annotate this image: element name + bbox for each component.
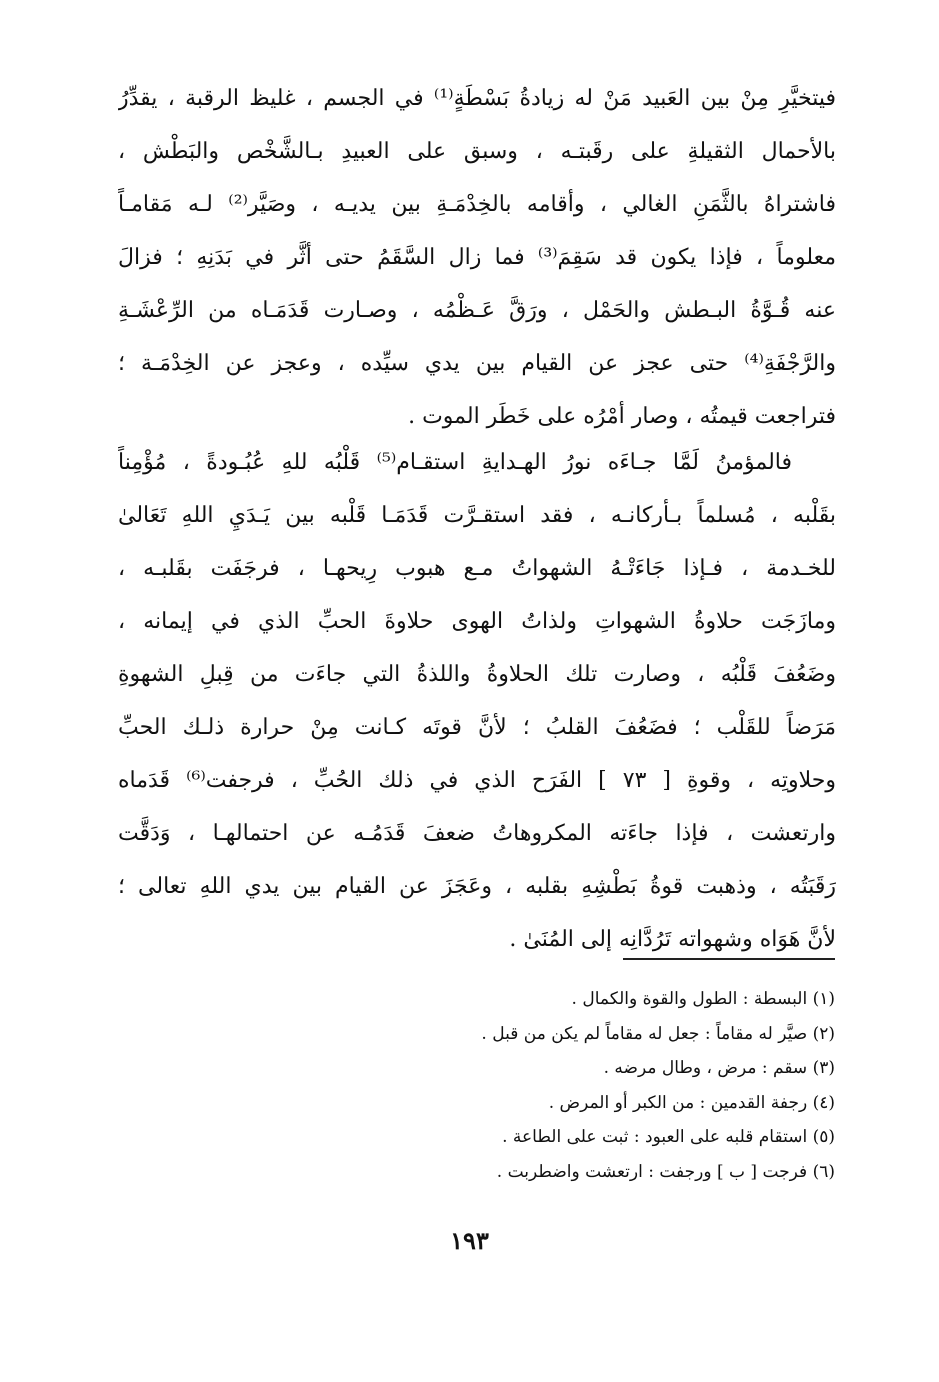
paragraph-line: فاشتراهُ بالثَّمَنِ الغالي ، وأقامه بالخِدْمَـةِ بين يديـه ، وصَيَّر⁽²⁾ لـه مَقامـاً [118, 192, 836, 217]
paragraph-line: وارتعشت ، فإذا جاءَته المكروهاتُ ضعفَ قَدَمُـه عن احتمالهـا ، وَدَقَّت [118, 821, 836, 846]
paragraph-line: معلوماً ، فإذا يكون قد سَقِمَ⁽³⁾ فما زال السَّقَمُ حتى أثَّر في بَدَنِهِ ؛ فزالَ [118, 245, 836, 270]
footnote-4: (٤) رجفة القدمين : من الكبر أو المرض . [548, 1092, 835, 1113]
footnote-6: (٦) فرجت [ ب ] ورجفت : ارتعشت واضطربت . [496, 1161, 835, 1182]
paragraph-line: والرَّجْفَةِ⁽⁴⁾ حتى عجز عن القيام بين يدي سيِّده ، وعجز عن الخِدْمَـة ؛ [118, 351, 836, 376]
paragraph-line: عنه قُـوَّةُ البـطش والحَمْل ، ورَقَّ عَـظْمُه ، وصـارت قَدَمَـاه من الرِّعْشَـةِ [118, 298, 836, 323]
paragraph-line: مَرَضاً للقَلْب ؛ فضَعُفَ القلبُ ؛ لأنَّ قوتَه كـانت مِنْ حرارة ذلـك الحبِّ [118, 715, 836, 740]
footnote-separator [623, 958, 835, 960]
paragraph-line: ومازَجَت حلاوةُ الشهواتِ ولذاتُ الهوى حلاوةَ الحبِّ الذي في إيمانه ، [118, 609, 836, 634]
footnote-3: (٣) سقم : مرض ، وطال مرضه . [603, 1058, 835, 1078]
paragraph-line: بقَلْبه ، مُسلماً بـأركانـه ، فقد استقـرَّت قَدَمَـا قَلْبه بين يَـدَيِ اللهِ تَعَالىٰ [118, 503, 836, 528]
paragraph-line: للخـدمة ، فـإذا جَاءَتْـهُ الشهواتُ مـع هبوب رِيحهـا ، فرجَفَت بقَلبـه ، [118, 556, 836, 581]
footnote-5: (٥) استقام قلبه على العبود : ثبت على الطاعة . [502, 1127, 835, 1147]
paragraph-1 [118, 72, 836, 443]
footnotes [235, 982, 835, 1189]
paragraph-line: رَقَبَتُه ، وذهبت قوةُ بَطْشِهِ بقلبه ، وعَجَزَ عن القيام بين يدي اللهِ تعالى ؛ [118, 874, 836, 899]
paragraph-line: فالمؤمنُ لَمَّا جـاءَه نورُ الهـدايةِ استقـام⁽⁵⁾ قَلْبُه للهِ عُبُـودةً ، مُؤْمِناً [118, 450, 792, 475]
paragraph-line: وحلاوتِه ، وقوةِ [ ٧٣ ] الفَرَح الذي في ذلك الحُبِّ ، فرجفت⁽⁶⁾ قَدَماه [118, 768, 836, 793]
paragraph-line: وضَعُفَ قَلْبُه ، وصارت تلك الحلاوةُ واللذةُ التي جاءَت من قِبلِ الشهوةِ [118, 662, 836, 687]
paragraph-line: فيتخيَّرِ مِنْ بين العَبيد مَنْ له زيادةُ بَسْطَةٍ⁽¹⁾ في الجسم ، غليظ الرقبة ، يقدِّرُ [118, 86, 836, 111]
page-number: ١٩٣ [450, 1226, 489, 1255]
paragraph-2 [118, 436, 836, 966]
paragraph-line: لأنَّ هَوَاه وشهواته تَرُدَّانِه إلى المُنَىٰ . [509, 927, 836, 952]
paragraph-line: فتراجعت قيمتُه ، وصار أمْرُه على خَطَر الموت . [408, 404, 836, 429]
footnote-2: (٢) صيَّر له مقاماً : جعل له مقاماً لم يكن من قبل . [481, 1023, 835, 1044]
footnote-1: (١) البسطة : الطول والقوة والكمال . [571, 989, 835, 1009]
paragraph-line: بالأحمال الثقيلةِ على رقَبتـه ، وسبق على العبيدِ بـالشَّخْص والبَطْش ، [118, 139, 836, 164]
